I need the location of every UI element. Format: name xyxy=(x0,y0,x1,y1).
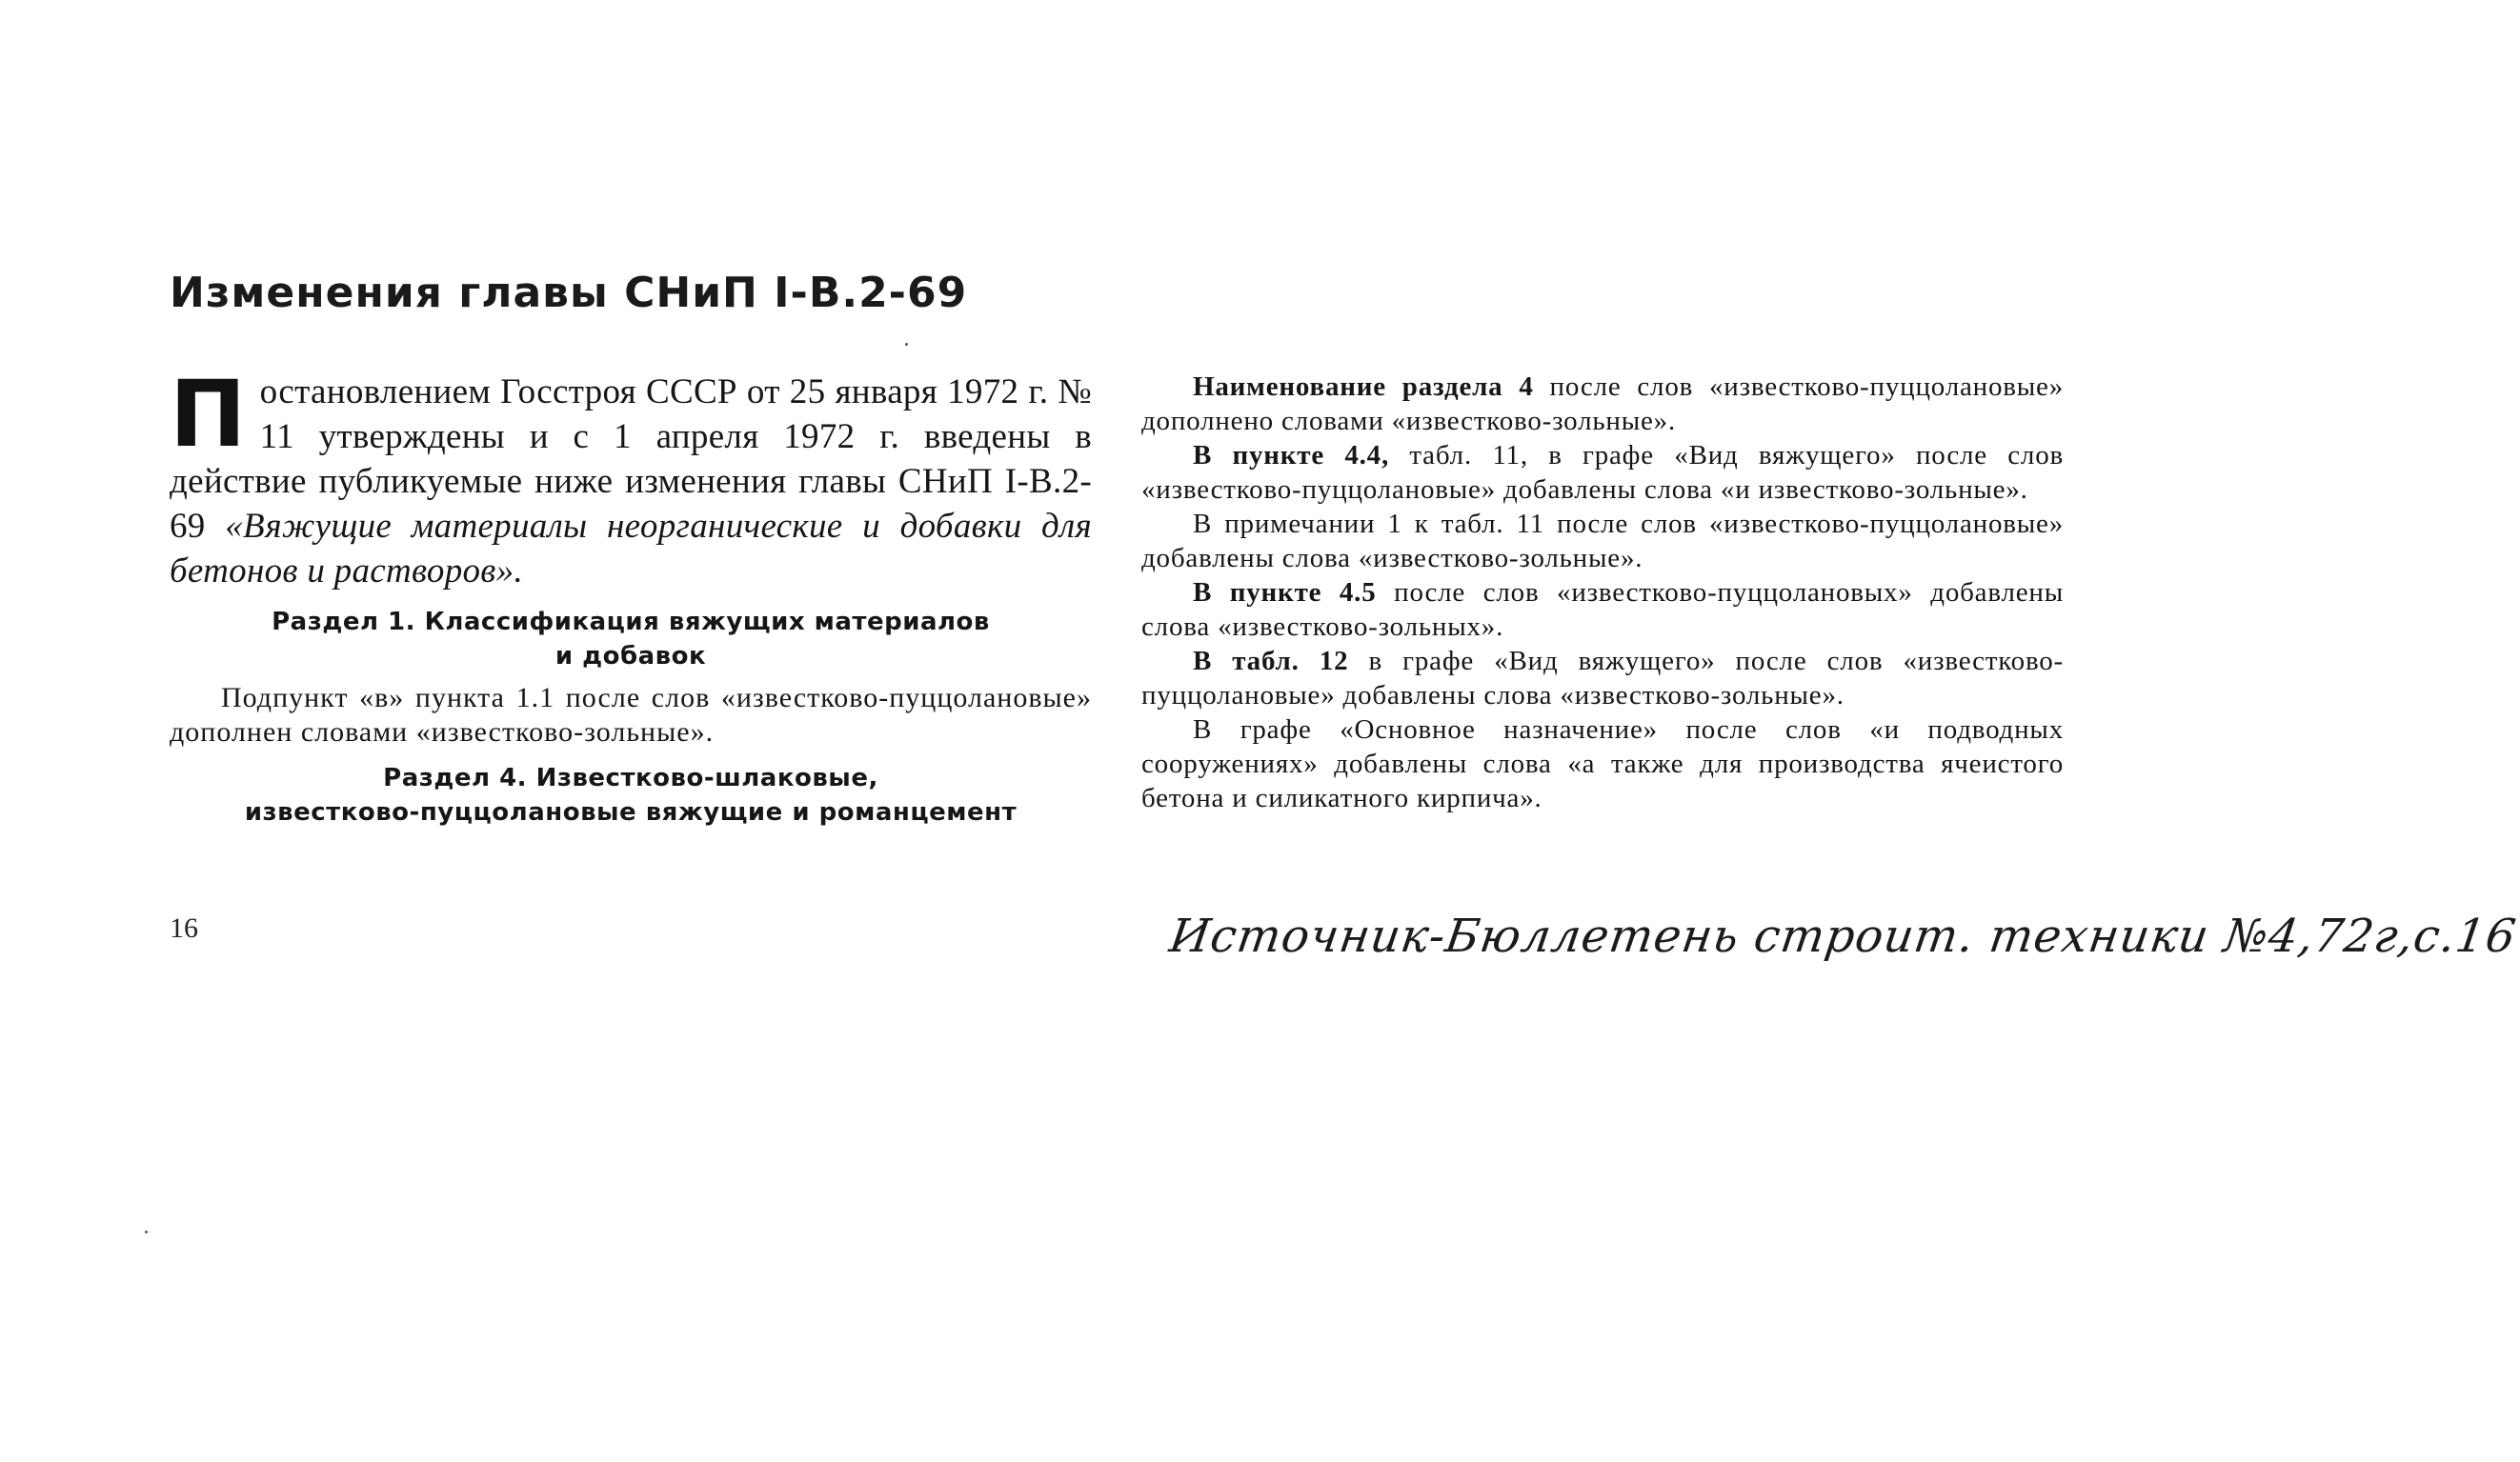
intro-italic-title: «Вяжущие материалы неорганические и добавки для бетонов и растворов». xyxy=(170,507,1092,591)
scan-speck xyxy=(905,343,908,346)
scan-speck xyxy=(145,1231,148,1233)
section-1-heading xyxy=(170,605,1092,673)
section-1-heading-line2: и добавок xyxy=(554,642,707,671)
handwritten-source-note: Источник-Бюллетень строит. техники №4,72г,с.16 xyxy=(1166,910,2520,963)
amendment-paragraph xyxy=(1141,644,2064,712)
amendment-text: В графе «Основное назначение» после слов «и подводных сооружениях» добавлены слова «а также для производства ячеистого бетона и силикатного кирпича». xyxy=(1141,714,2064,813)
amendment-paragraph xyxy=(1141,438,2064,507)
intro-paragraph xyxy=(170,361,1092,593)
document-title: Изменения главы СНиП I-В.2-69 xyxy=(170,269,968,317)
amendment-bold: Наименование раздела 4 xyxy=(1193,371,1534,402)
amendment-text: в графе «Вид вяжущего» после слов «известково-пуццолановые» добавлены слова «известково-зольные». xyxy=(1141,646,2064,711)
amendment-bold: В табл. 12 xyxy=(1193,646,1349,676)
amendment-text: В примечании 1 к табл. 11 после слов «известково-пуццолановые» добавлены слова «известково-зольные». xyxy=(1141,509,2064,573)
amendment-text: табл. 11, в графе «Вид вяжущего» после слов «известково-пуццолановые» добавлены слова «и известково-зольные». xyxy=(1141,440,2064,505)
right-column xyxy=(1141,370,2064,815)
amendment-paragraph xyxy=(1141,575,2064,644)
amendment-paragraph xyxy=(1141,712,2064,815)
section-4-heading-line1: Раздел 4. Известково-шлаковые, xyxy=(383,764,878,792)
section-1-paragraph: Подпункт «в» пункта 1.1 после слов «известково-пуццолановые» дополнен словами «известково-зольные». xyxy=(170,682,1092,748)
amendment-text: после слов «известково-пуццолановые» дополнено словами «известково-зольные». xyxy=(1141,371,2065,436)
intro-text: остановлением Госстроя СССР от 25 января 1972 г. № 11 утверждены и с 1 апреля 1972 г. введены в действие публикуемые ниже изменения главы СНиП I-В.2-69 xyxy=(170,372,1092,546)
amendment-paragraph xyxy=(1141,507,2064,575)
amendment-text: после слов «известково-пуццолановых» добавлены слова «известково-зольных». xyxy=(1141,577,2064,642)
amendment-bold: В пункте 4.5 xyxy=(1193,577,1377,608)
section-1-heading-line1: Раздел 1. Классификация вяжущих материалов xyxy=(272,608,990,636)
left-column xyxy=(170,361,1092,837)
amendment-bold: В пункте 4.4, xyxy=(1193,440,1390,471)
section-4-heading xyxy=(170,761,1092,830)
amendment-paragraph xyxy=(1141,370,2064,438)
drop-cap: П xyxy=(170,361,247,468)
section-4-heading-line2: известково-пуццолановые вяжущие и романцемент xyxy=(244,798,1018,827)
page-number: 16 xyxy=(170,912,198,944)
